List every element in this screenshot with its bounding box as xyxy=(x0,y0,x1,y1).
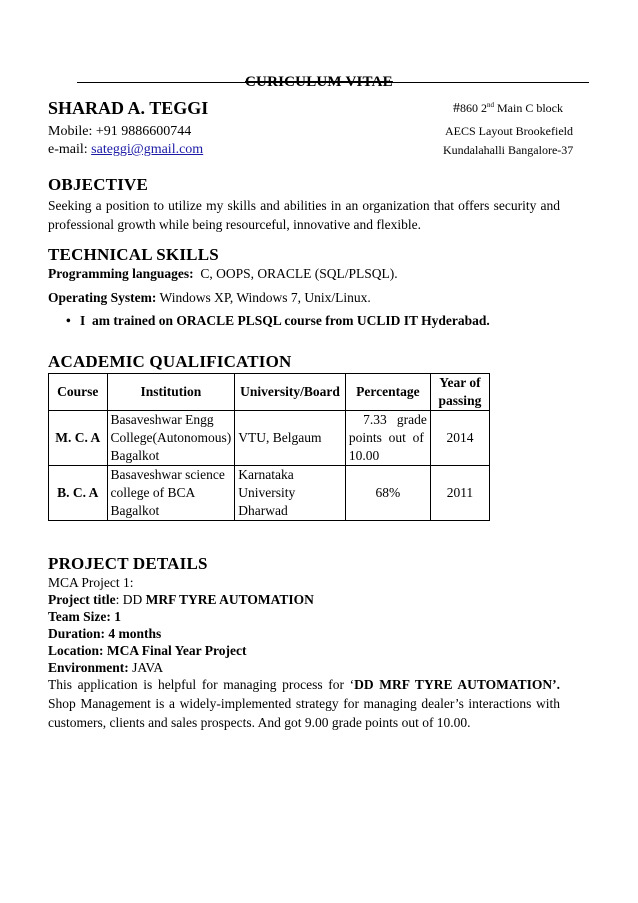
project-description-bold: DD MRF TYRE AUTOMATION’. xyxy=(354,677,560,692)
cell-university-line: Karnataka xyxy=(238,467,294,482)
title-row xyxy=(77,73,589,91)
cell-course: B. C. A xyxy=(49,466,108,521)
address-ordinal-suffix: nd xyxy=(487,101,494,109)
cell-university: VTU, Belgaum xyxy=(235,411,346,466)
address-hash: # xyxy=(453,101,460,116)
table-row xyxy=(49,466,490,521)
environment-line xyxy=(48,660,163,676)
bullet-dot-icon: • xyxy=(66,313,71,328)
col-header-course: Course xyxy=(49,374,108,411)
operating-system-label: Operating System: xyxy=(48,290,157,305)
objective-heading: OBJECTIVE xyxy=(48,175,149,194)
project-number: MCA Project 1: xyxy=(48,575,134,590)
cell-percentage-line: 10.00 xyxy=(348,448,380,463)
cell-institution-line: Basaveshwar Engg xyxy=(110,412,214,427)
cell-percentage-line: points out of xyxy=(348,430,424,445)
cell-university-line: Dharwad xyxy=(238,503,288,518)
address-line-1-prefix: 860 2 xyxy=(460,101,487,115)
cell-institution-line: Basaveshwar science xyxy=(110,467,225,482)
cell-institution-line: college of BCA xyxy=(110,485,196,500)
project-title-label: Project title xyxy=(48,592,116,607)
academic-table-header xyxy=(49,374,490,411)
table-row xyxy=(49,411,490,466)
academic-table xyxy=(48,373,490,521)
address-line-1 xyxy=(453,101,563,117)
col-header-institution: Institution xyxy=(107,374,235,411)
cell-percentage: 68% xyxy=(345,466,430,521)
email-link[interactable]: sateggi@gmail.com xyxy=(91,142,204,157)
cell-university xyxy=(235,466,346,521)
cell-year: 2014 xyxy=(430,411,489,466)
training-bullet-text: I am trained on ORACLE PLSQL course from UCLID IT Hyderabad. xyxy=(80,313,490,328)
operating-system-value: Windows XP, Windows 7, Unix/Linux. xyxy=(156,290,371,305)
team-size: Team Size: 1 xyxy=(48,609,121,624)
candidate-name: SHARAD A. TEGGI xyxy=(48,98,209,118)
cell-institution xyxy=(107,466,235,521)
col-header-percentage: Percentage xyxy=(345,374,430,411)
cell-institution-line: College(Autonomous) xyxy=(110,430,232,445)
cell-course: M. C. A xyxy=(49,411,108,466)
cell-institution-line: Bagalkot xyxy=(110,503,160,518)
cell-percentage xyxy=(345,411,430,466)
col-header-year: Year of passing xyxy=(430,374,489,411)
duration: Duration: 4 months xyxy=(48,626,162,641)
address-line-1-suffix: Main C block xyxy=(494,101,563,115)
environment-value: JAVA xyxy=(128,660,164,675)
project-title-value: MRF TYRE AUTOMATION xyxy=(145,592,314,607)
cell-institution xyxy=(107,411,235,466)
operating-system-line xyxy=(48,290,371,306)
project-details-heading: PROJECT DETAILS xyxy=(48,554,208,573)
objective-text: Seeking a position to utilize my skills and abilities in an organization that offers security and professional growth while being resourceful, innovative and flexible. xyxy=(48,198,560,232)
col-header-university: University/Board xyxy=(235,374,346,411)
project-title-line xyxy=(48,592,314,608)
cell-institution-line: Bagalkot xyxy=(110,448,160,463)
location: Location: MCA Final Year Project xyxy=(48,643,247,658)
programming-languages-value: C, OOPS, ORACLE (SQL/PLSQL). xyxy=(193,266,398,281)
project-title-sep: : DD xyxy=(115,592,146,607)
project-description-part1: This application is helpful for managing process for ‘ xyxy=(48,677,355,692)
cell-year: 2011 xyxy=(430,466,489,521)
document-title: CURICULUM VITAE xyxy=(245,74,393,90)
training-bullet xyxy=(66,313,490,329)
environment-label: Environment: xyxy=(48,660,129,675)
programming-languages-line xyxy=(48,266,398,282)
address-line-2: AECS Layout Brookefield xyxy=(445,124,573,138)
project-description xyxy=(48,675,560,732)
mobile-number: Mobile: +91 9886600744 xyxy=(48,124,192,139)
email-line xyxy=(48,142,203,158)
project-description-part2: Shop Management is a widely-implemented strategy for managing dealer’s interactions with customers, clients and sales prospects. And got 9.00 grade points out of 10.00. xyxy=(48,696,560,730)
cell-university-line: University xyxy=(238,485,296,500)
cell-percentage-line: 7.33 grade xyxy=(363,412,427,427)
address-line-3: Kundalahalli Bangalore-37 xyxy=(443,143,574,157)
programming-languages-label: Programming languages: xyxy=(48,266,194,281)
academic-qualification-heading: ACADEMIC QUALIFICATION xyxy=(48,352,292,371)
technical-skills-heading: TECHNICAL SKILLS xyxy=(48,245,219,264)
email-label: e-mail: xyxy=(48,142,92,157)
